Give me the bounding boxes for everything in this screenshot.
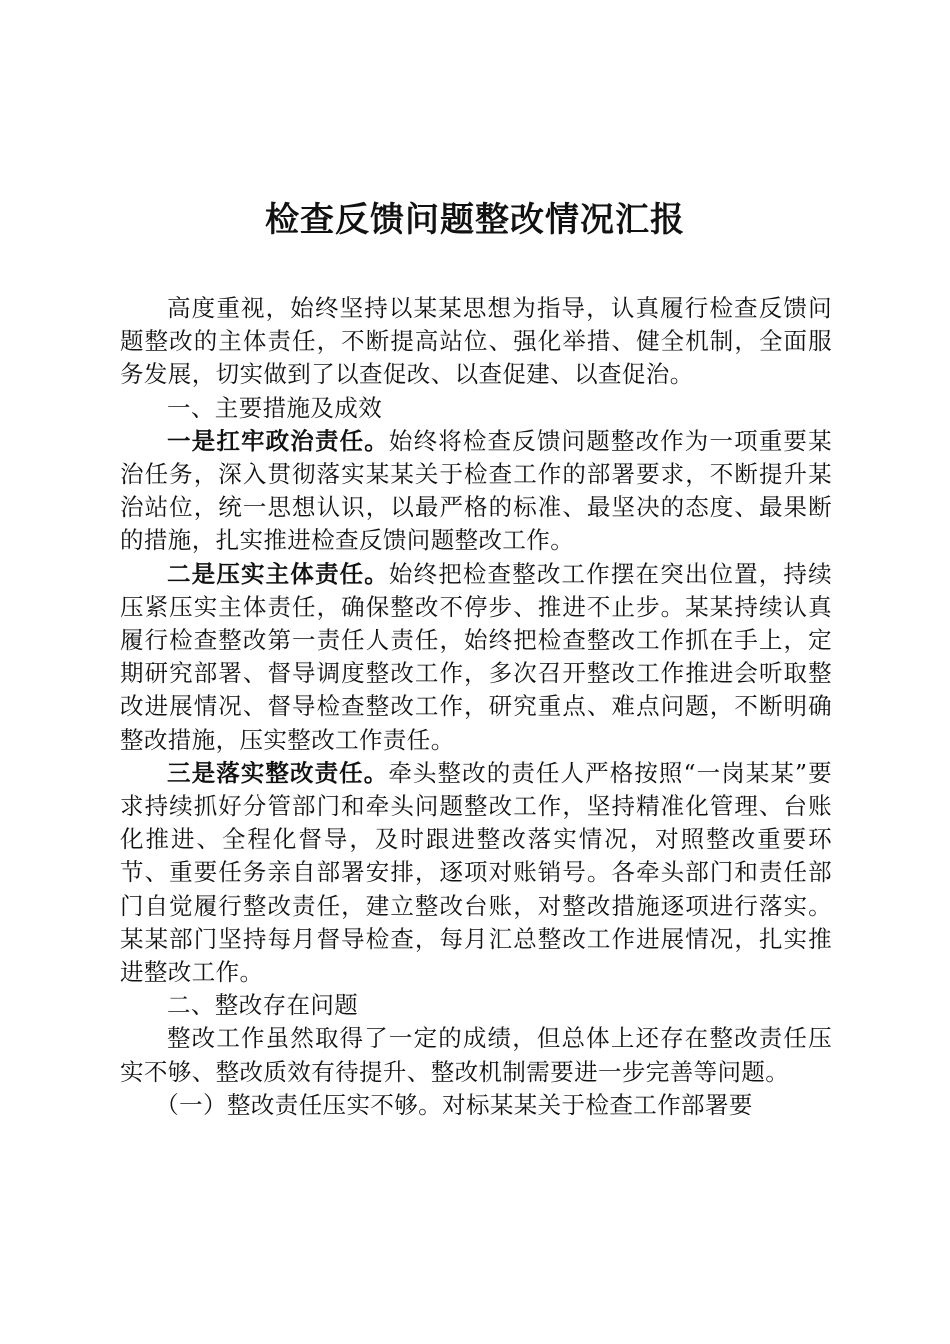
measure-paragraph-2 [120, 558, 832, 757]
measure-lead-3: 三是落实整改责任。 [167, 758, 389, 787]
measure-lead-1: 一是扛牢政治责任。 [167, 426, 389, 455]
measure-paragraph-1 [120, 425, 832, 558]
document-body [120, 292, 832, 1122]
measure-text-3: 牵头整改的责任人严格按照“一岗某某”要求持续抓好分管部门和牵头问题整改工作，坚持精准化管理、台账化推进、全程化督导，及时跟进整改落实情况，对照整改重要环节、重要任务亲自部署安排，逐项对账销号。各牵头部门和责任部门自觉履行整改责任，建立整改台账，对整改措施逐项进行落实。某某部门坚持每月督导检查，每月汇总整改工作进展情况，扎实推进整改工作。 [120, 758, 832, 987]
problems-intro-paragraph: 整改工作虽然取得了一定的成绩，但总体上还存在整改责任压实不够、整改质效有待提升、整改机制需要进一步完善等问题。 [120, 1024, 832, 1086]
problem-item-1: （一）整改责任压实不够。对标某某关于检查工作部署要 [155, 1090, 753, 1119]
measure-text-2: 始终把检查整改工作摆在突出位置，持续压紧压实主体责任，确保整改不停步、推进不止步。某某持续认真履行检查整改第一责任人责任，始终把检查整改工作抓在手上，定期研究部署、督导调度整改工作，多次召开整改工作推进会听取整改进展情况、督导检查整改工作，研究重点、难点问题，不断明确整改措施，压实整改工作责任。 [120, 559, 832, 754]
document-title: 检查反馈问题整改情况汇报 [265, 200, 685, 240]
measure-text-1: 始终将检查反馈问题整改作为一项重要某治任务，深入贯彻落实某某关于检查工作的部署要求，不断提升某治站位，统一思想认识，以最严格的标准、最坚决的态度、最果断的措施，扎实推进检查反馈问题整改工作。 [120, 426, 832, 555]
measure-lead-2: 二是压实主体责任。 [167, 559, 389, 588]
intro-paragraph: 高度重视，始终坚持以某某思想为指导，认真履行检查反馈问题整改的主体责任，不断提高站位、强化举措、健全机制，全面服务发展，切实做到了以查促改、以查促建、以查促治。 [120, 294, 832, 389]
section-heading-problems: 二、整改存在问题 [167, 991, 359, 1020]
measure-paragraph-3 [120, 757, 832, 989]
section-heading-measures: 一、主要措施及成效 [167, 393, 383, 422]
